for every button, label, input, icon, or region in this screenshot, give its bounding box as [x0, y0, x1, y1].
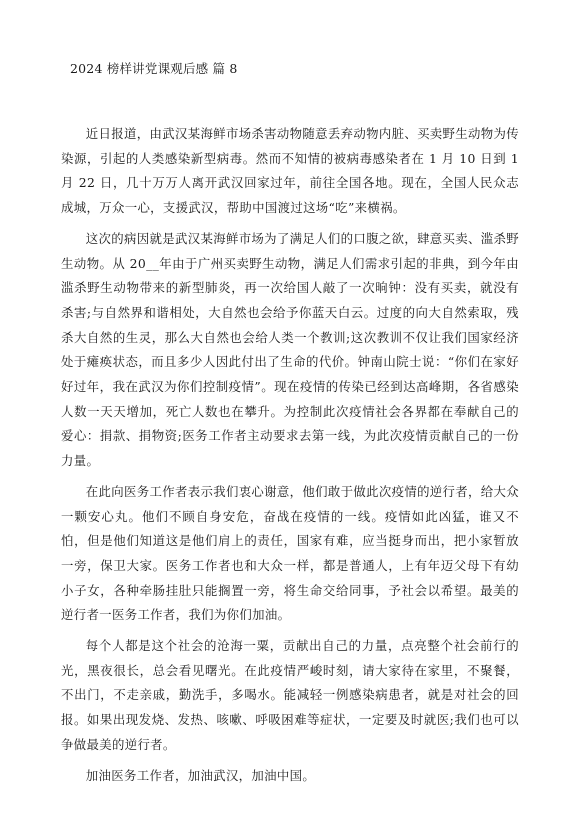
paragraph-4: 每个人都是这个社会的沧海一粟，贡献出自己的力量，点亮整个社会前行的光，黑夜很长，总会看见曙光。在此疫情严峻时刻，请大家待在家里，不聚餐，不出门，不走亲戚，勤洗手，多喝水。能减轻一例感染病患者，就是对社会的回报。如果出现发烧、发热、咳嗽、呼吸困难等症状，一定要及时就医;我们也可以争做最美的逆行者。: [61, 638, 519, 752]
paragraph-2: 这次的病因就是武汉某海鲜市场为了满足人们的口腹之欲，肆意买卖、滥杀野生动物。从 20__年由于广州买卖野生动物，满足人们需求引起的非典，到今年由滥杀野生动物带来的新型肺炎，再一次给国人敲了一次晌钟：没有买卖，就没有杀害;与自然界和谐相处，大自然也会给予你蓝天白云。过度的向大自然索取，残杀大自然的生灵，那么大自然也会给人类一个教训;这次教训不仅让我们国家经济处于瘫痪状态，而且多少人因此付出了生命的代价。钟南山院士说：“你们在家好好过年，我在武汉为你们控制疫情”。现在疫情的传染已经到达高峰期，各省感染人数一天天增加，死亡人数也在攀升。为控制此次疫情社会各界都在奉献自己的爱心：捐款、捐物资;医务工作者主动要求去第一线，为此次疫情贡献自己的一份力量。: [61, 230, 519, 469]
document-body: [61, 122, 519, 794]
document-title: 2024 榜样讲党课观后感 篇 8: [70, 61, 238, 76]
paragraph-1: 近日报道，由武汉某海鲜市场杀害动物随意丢弃动物内脏、买卖野生动物为传染源，引起的人类感染新型病毒。然而不知情的被病毒感染者在 1 月 10 日到 1 月 22 日，几十万万人离开武汉回家过年，前往全国各地。现在，全国人民众志成城，万众一心，支援武汉，帮助中国渡过这场“吃”来横祸。: [61, 126, 519, 216]
paragraph-3: 在此向医务工作者表示我们衷心谢意，他们敢于做此次疫情的逆行者，给大众一颗安心丸。他们不顾自身安危，奋战在疫情的一线。疫情如此凶猛，谁又不怕，但是他们知道这是他们肩上的责任，国家有难，应当挺身而出，把小家暂放一旁，保卫大家。医务工作者也和大众一样，都是普通人，上有年迈父母下有幼小子女，各种牵肠挂肚只能搁置一旁，将生命交给同事，予社会以希望。最美的逆行者一医务工作者，我们为你们加油。: [61, 483, 519, 623]
paragraph-5: 加油医务工作者，加油武汉，加油中国。: [85, 767, 316, 783]
